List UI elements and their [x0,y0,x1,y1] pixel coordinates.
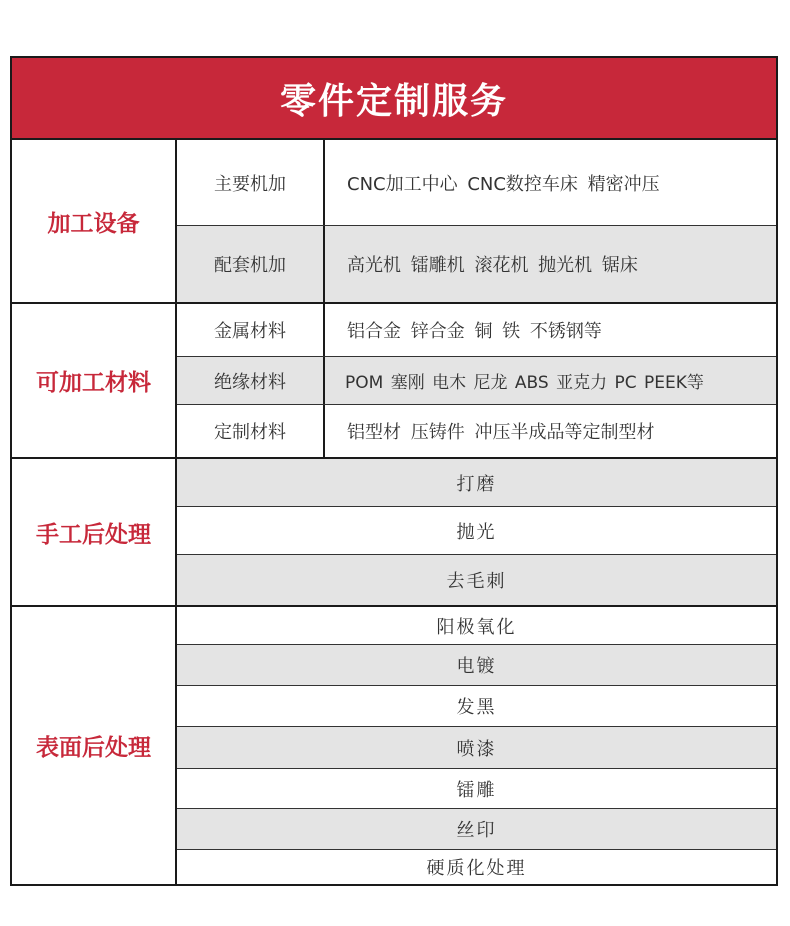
table-row [177,850,776,884]
table-row [177,140,776,226]
table-row [177,769,776,809]
row-label: 定制材料 [177,405,325,457]
category-surface: 表面后处理 [12,607,177,884]
row-value: 打磨 [456,473,497,495]
group-manual [12,459,776,607]
group-surface [12,607,776,884]
row-value: 阳极氧化 [436,616,517,638]
row-value: 硬质化处理 [426,858,527,879]
table-row [177,645,776,686]
table-row [177,809,776,850]
row-value: 发黑 [456,697,497,718]
table-row [177,727,776,769]
row-value: 铝合金 锌合金 铜 铁 不锈钢等 [347,321,602,342]
table-row [177,607,776,645]
row-value: 丝印 [456,820,497,841]
service-table [10,56,778,886]
row-value: 电镀 [456,656,497,677]
row-label: 金属材料 [177,304,325,356]
row-value: CNC加工中心 CNC数控车床 精密冲压 [347,173,660,195]
table-row [177,304,776,357]
manual-rows [177,459,776,605]
surface-rows [177,607,776,884]
equipment-rows [177,140,776,302]
materials-rows [177,304,776,457]
row-value: 铝型材 压铸件 冲压半成品等定制型材 [347,422,655,443]
table-row [177,226,776,302]
table-row [177,555,776,605]
table-row [177,459,776,507]
category-equipment: 加工设备 [12,140,177,302]
row-label: 主要机加 [177,140,325,225]
row-value: POM 塞刚 电木 尼龙 ABS 亚克力 PC PEEK等 [345,373,704,393]
table-title: 零件定制服务 [12,58,776,140]
category-manual: 手工后处理 [12,459,177,605]
table-row [177,357,776,405]
group-equipment [12,140,776,304]
row-value: 镭雕 [456,779,497,801]
table-row [177,405,776,457]
row-value: 去毛刺 [446,571,507,592]
row-label: 绝缘材料 [177,357,325,404]
table-row [177,686,776,727]
row-value: 高光机 镭雕机 滚花机 抛光机 锯床 [347,255,638,276]
row-value: 抛光 [456,521,497,543]
row-value: 喷漆 [456,738,497,760]
category-materials: 可加工材料 [12,304,177,457]
group-materials [12,304,776,459]
table-row [177,507,776,555]
row-label: 配套机加 [177,226,325,302]
